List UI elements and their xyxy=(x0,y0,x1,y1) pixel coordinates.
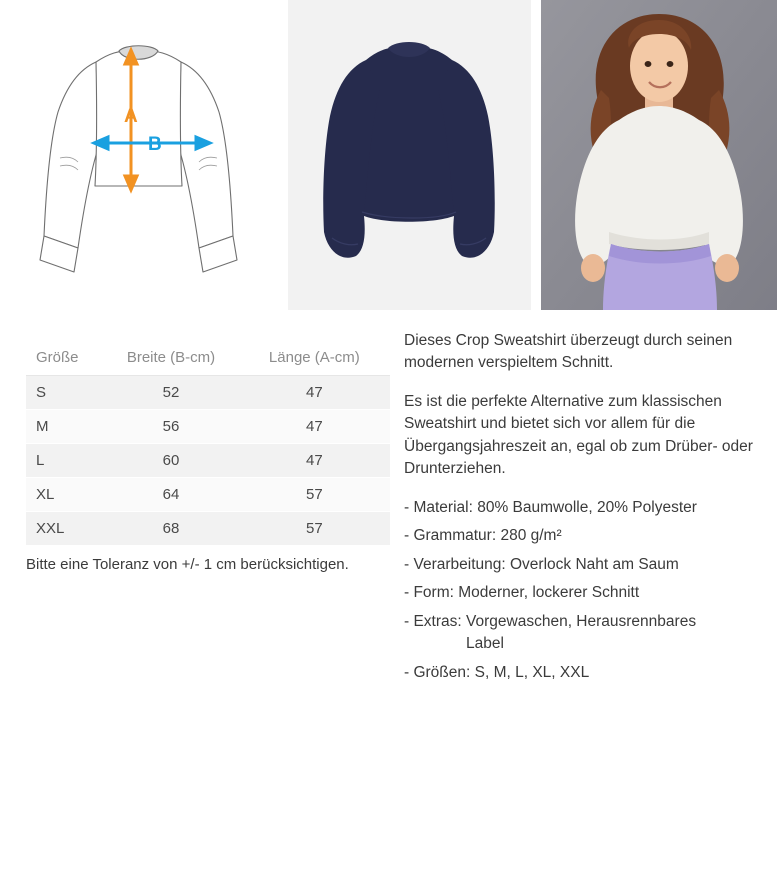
cell-length: 47 xyxy=(239,376,390,410)
cell-size: S xyxy=(26,376,103,410)
cell-size: XL xyxy=(26,478,103,512)
cell-size: M xyxy=(26,410,103,444)
spec-item-groessen: - Größen: S, M, L, XL, XXL xyxy=(404,663,590,681)
label-b: B xyxy=(148,134,162,155)
spec-item-grammatur: - Grammatur: 280 g/m² xyxy=(404,527,562,545)
table-header-row xyxy=(26,340,390,376)
cell-length: 47 xyxy=(239,444,390,478)
table-row xyxy=(26,444,390,478)
cell-size: L xyxy=(26,444,103,478)
spec-item-extras-continuation: Label xyxy=(466,635,504,653)
cell-length: 57 xyxy=(239,478,390,512)
cell-width: 60 xyxy=(103,444,238,478)
label-a: A xyxy=(124,106,138,127)
spec-item-form: - Form: Moderner, lockerer Schnitt xyxy=(404,584,640,602)
spec-item-extras-text: - Extras: Vorgewaschen, Herausrennbares xyxy=(404,612,697,630)
column-header-width: Breite (B-cm) xyxy=(103,340,238,376)
product-image-gallery xyxy=(0,0,777,310)
cell-length: 57 xyxy=(239,512,390,546)
cell-width: 64 xyxy=(103,478,238,512)
cell-width: 68 xyxy=(103,512,238,546)
product-photo-panel xyxy=(288,0,531,310)
size-chart-table xyxy=(26,340,390,546)
tolerance-note: Bitte eine Toleranz von +/- 1 cm berücksichtigen. xyxy=(26,556,349,573)
model-photo-image xyxy=(541,0,777,310)
spec-item-extras xyxy=(404,611,764,656)
cell-size: XXL xyxy=(26,512,103,546)
description-paragraph-1: Dieses Crop Sweatshirt überzeugt durch seinen modernen verspieltem Schnitt. xyxy=(404,332,733,372)
table-row xyxy=(26,512,390,546)
spec-item-verarbeitung: - Verarbeitung: Overlock Naht am Saum xyxy=(404,555,679,573)
table-row xyxy=(26,410,390,444)
product-description xyxy=(404,330,764,690)
table-row xyxy=(26,478,390,512)
cell-length: 47 xyxy=(239,410,390,444)
technical-drawing-icon xyxy=(0,0,277,310)
column-header-size: Größe xyxy=(26,340,103,376)
cell-width: 52 xyxy=(103,376,238,410)
model-photo-panel xyxy=(541,0,777,310)
navy-crop-sweatshirt-image xyxy=(288,0,531,310)
description-paragraph-2: Es ist die perfekte Alternative zum klassischen Sweatshirt und bietet sich vor allem für die Übergangsjahreszeit an, egal ob zum Drüber- oder Drunterziehen. xyxy=(404,392,753,478)
technical-drawing-panel xyxy=(0,0,277,310)
cell-width: 56 xyxy=(103,410,238,444)
spec-item-material: - Material: 80% Baumwolle, 20% Polyester xyxy=(404,498,697,516)
table-row xyxy=(26,376,390,410)
spec-list xyxy=(404,497,764,684)
column-header-length: Länge (A-cm) xyxy=(239,340,390,376)
